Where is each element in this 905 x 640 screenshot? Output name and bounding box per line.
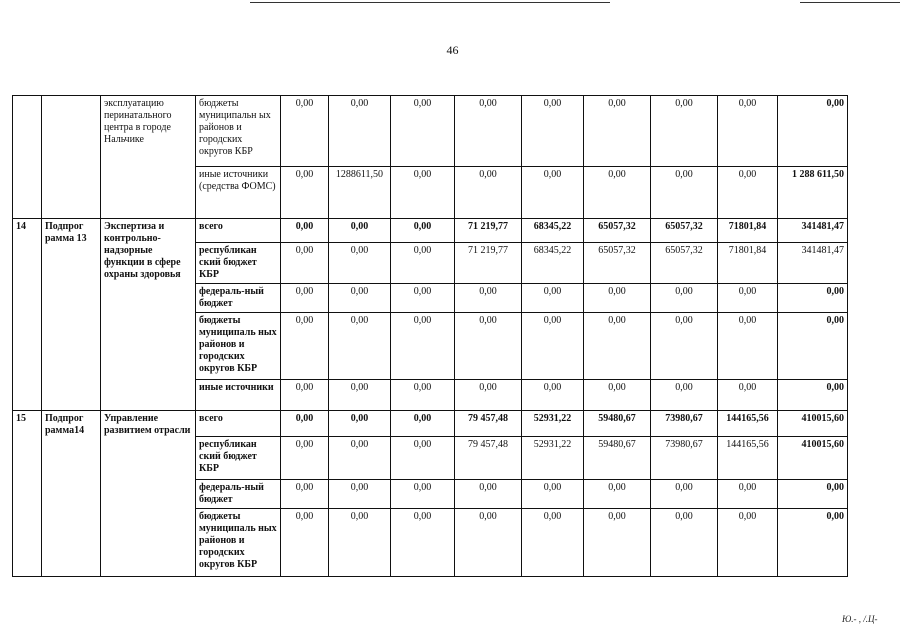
budget-table	[12, 95, 848, 577]
value-cell: 0,00	[718, 96, 778, 167]
value-cell: 71801,84	[718, 243, 778, 284]
value-cell: 0,00	[281, 411, 329, 437]
source-cell: всего	[196, 411, 281, 437]
source-cell: иные источники (средства ФОМС)	[196, 167, 281, 219]
value-cell: 59480,67	[584, 437, 651, 480]
row-number-cell: 15	[13, 411, 42, 577]
total-cell: 0,00	[778, 380, 848, 411]
value-cell: 0,00	[391, 96, 455, 167]
value-cell: 0,00	[455, 167, 522, 219]
total-cell: 410015,60	[778, 437, 848, 480]
value-cell: 0,00	[281, 380, 329, 411]
program-cell: Подпрог рамма14	[42, 411, 101, 577]
source-cell: всего	[196, 219, 281, 243]
table-row	[13, 219, 848, 243]
table-row	[13, 411, 848, 437]
value-cell: 0,00	[522, 284, 584, 313]
handwritten-signature: Ю.- , /.Ц-	[842, 614, 878, 624]
source-cell: иные источники	[196, 380, 281, 411]
value-cell: 0,00	[281, 96, 329, 167]
total-cell: 0,00	[778, 509, 848, 577]
top-scan-line-left	[250, 2, 610, 3]
value-cell: 79 457,48	[455, 437, 522, 480]
value-cell: 0,00	[281, 243, 329, 284]
source-cell: республикан ский бюджет КБР	[196, 437, 281, 480]
value-cell: 65057,32	[584, 219, 651, 243]
table-row	[13, 96, 848, 167]
value-cell: 65057,32	[651, 219, 718, 243]
value-cell: 0,00	[329, 509, 391, 577]
value-cell: 0,00	[455, 96, 522, 167]
value-cell: 0,00	[718, 284, 778, 313]
source-cell: бюджеты муниципаль ных районов и городских округов КБР	[196, 509, 281, 577]
value-cell: 0,00	[281, 313, 329, 380]
value-cell: 0,00	[281, 480, 329, 509]
value-cell: 0,00	[522, 313, 584, 380]
program-cell: Подпрог рамма 13	[42, 219, 101, 411]
value-cell: 0,00	[281, 509, 329, 577]
value-cell: 0,00	[391, 284, 455, 313]
value-cell: 0,00	[522, 509, 584, 577]
value-cell: 0,00	[718, 509, 778, 577]
value-cell: 59480,67	[584, 411, 651, 437]
value-cell: 0,00	[391, 167, 455, 219]
name-cell: Управление развитием отрасли	[101, 411, 196, 577]
value-cell: 71 219,77	[455, 219, 522, 243]
value-cell: 0,00	[391, 411, 455, 437]
value-cell: 71801,84	[718, 219, 778, 243]
value-cell: 0,00	[329, 437, 391, 480]
name-cell: эксплуатацию перинатального центра в городе Нальчике	[101, 96, 196, 219]
value-cell: 68345,22	[522, 243, 584, 284]
value-cell: 0,00	[329, 411, 391, 437]
top-scan-line-right	[800, 2, 900, 3]
total-cell: 0,00	[778, 96, 848, 167]
value-cell: 0,00	[718, 167, 778, 219]
value-cell: 1288611,50	[329, 167, 391, 219]
row-number-cell: 14	[13, 219, 42, 411]
value-cell: 0,00	[522, 167, 584, 219]
value-cell: 0,00	[651, 96, 718, 167]
value-cell: 68345,22	[522, 219, 584, 243]
program-cell	[42, 96, 101, 219]
source-cell: бюджеты муниципаль ных районов и городских округов КБР	[196, 313, 281, 380]
source-cell: федераль-ный бюджет	[196, 480, 281, 509]
value-cell: 0,00	[391, 380, 455, 411]
value-cell: 0,00	[391, 313, 455, 380]
value-cell: 0,00	[651, 380, 718, 411]
value-cell: 71 219,77	[455, 243, 522, 284]
value-cell: 144165,56	[718, 437, 778, 480]
value-cell: 0,00	[455, 284, 522, 313]
total-cell: 341481,47	[778, 243, 848, 284]
value-cell: 0,00	[455, 313, 522, 380]
row-number-cell	[13, 96, 42, 219]
source-cell: бюджеты муниципальн ых районов и городских округов КБР	[196, 96, 281, 167]
value-cell: 0,00	[651, 509, 718, 577]
total-cell: 410015,60	[778, 411, 848, 437]
total-cell: 0,00	[778, 284, 848, 313]
value-cell: 0,00	[455, 380, 522, 411]
value-cell: 0,00	[651, 313, 718, 380]
value-cell: 0,00	[391, 509, 455, 577]
value-cell: 52931,22	[522, 411, 584, 437]
value-cell: 0,00	[281, 437, 329, 480]
total-cell: 1 288 611,50	[778, 167, 848, 219]
value-cell: 0,00	[584, 380, 651, 411]
value-cell: 0,00	[718, 380, 778, 411]
value-cell: 73980,67	[651, 437, 718, 480]
value-cell: 0,00	[584, 509, 651, 577]
value-cell: 0,00	[281, 219, 329, 243]
value-cell: 52931,22	[522, 437, 584, 480]
value-cell: 0,00	[329, 96, 391, 167]
page-number: 46	[446, 43, 459, 57]
value-cell: 0,00	[651, 284, 718, 313]
value-cell: 0,00	[391, 219, 455, 243]
value-cell: 65057,32	[651, 243, 718, 284]
value-cell: 73980,67	[651, 411, 718, 437]
value-cell: 0,00	[455, 509, 522, 577]
value-cell: 0,00	[651, 167, 718, 219]
value-cell: 0,00	[718, 480, 778, 509]
value-cell: 0,00	[584, 313, 651, 380]
value-cell: 0,00	[281, 284, 329, 313]
value-cell: 0,00	[329, 284, 391, 313]
value-cell: 65057,32	[584, 243, 651, 284]
value-cell: 0,00	[455, 480, 522, 509]
name-cell: Экспертиза и контрольно-надзорные функции в сфере охраны здоровья	[101, 219, 196, 411]
value-cell: 0,00	[281, 167, 329, 219]
value-cell: 144165,56	[718, 411, 778, 437]
value-cell: 0,00	[329, 219, 391, 243]
value-cell: 0,00	[651, 480, 718, 509]
value-cell: 0,00	[391, 480, 455, 509]
value-cell: 0,00	[329, 480, 391, 509]
value-cell: 0,00	[391, 243, 455, 284]
value-cell: 0,00	[584, 480, 651, 509]
value-cell: 0,00	[522, 480, 584, 509]
value-cell: 0,00	[522, 380, 584, 411]
total-cell: 341481,47	[778, 219, 848, 243]
value-cell: 0,00	[584, 284, 651, 313]
value-cell: 0,00	[718, 313, 778, 380]
value-cell: 0,00	[329, 380, 391, 411]
total-cell: 0,00	[778, 480, 848, 509]
value-cell: 0,00	[329, 243, 391, 284]
source-cell: республикан ский бюджет КБР	[196, 243, 281, 284]
value-cell: 0,00	[584, 167, 651, 219]
total-cell: 0,00	[778, 313, 848, 380]
value-cell: 0,00	[329, 313, 391, 380]
source-cell: федераль-ный бюджет	[196, 284, 281, 313]
value-cell: 0,00	[584, 96, 651, 167]
table-body	[13, 96, 848, 577]
value-cell: 79 457,48	[455, 411, 522, 437]
value-cell: 0,00	[391, 437, 455, 480]
value-cell: 0,00	[522, 96, 584, 167]
